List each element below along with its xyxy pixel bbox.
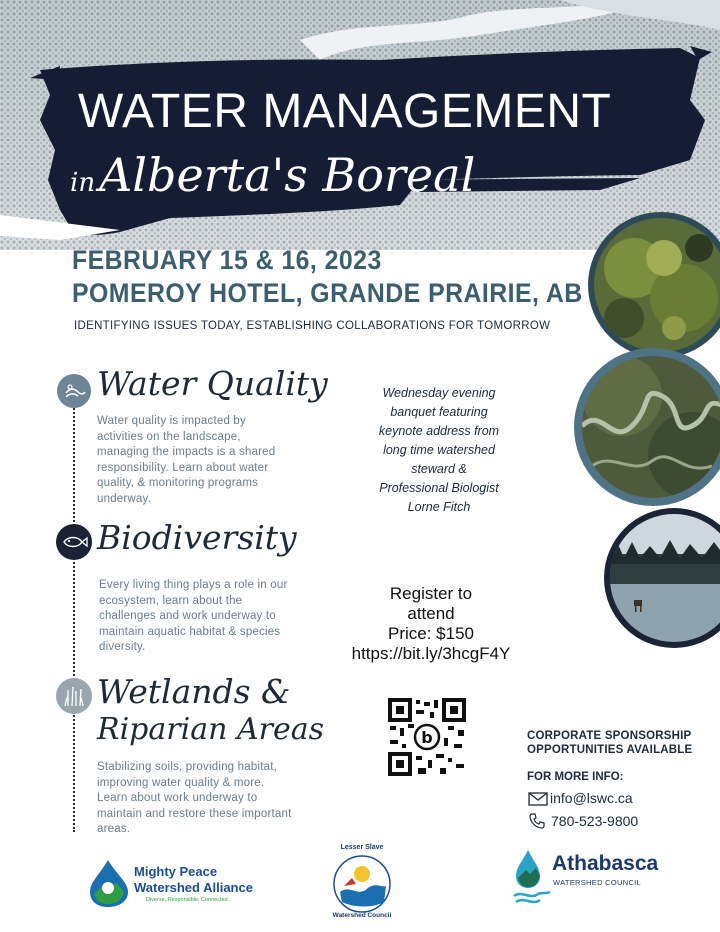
lesser-slave-top-text: Lesser Slave: [340, 844, 384, 851]
subtitle-alberta-boreal: Alberta's Boreal: [99, 148, 476, 202]
section-title-water-quality: Water Quality: [97, 364, 328, 403]
event-venue: POMEROY HOTEL, GRANDE PRAIRIE, AB: [72, 278, 583, 308]
sponsorship-note: [527, 729, 692, 757]
section-title-wetlands: Wetlands &: [97, 672, 291, 711]
timeline-divider: [73, 558, 75, 676]
svg-text:b: b: [421, 728, 433, 747]
event-date: FEBRUARY 15 & 16, 2023: [72, 245, 382, 275]
sponsorship-line2: OPPORTUNITIES AVAILABLE: [527, 744, 693, 756]
email-contact[interactable]: [528, 790, 633, 806]
register-line2: attend: [407, 604, 455, 623]
subtitle-in: in: [70, 168, 96, 198]
mighty-peace-name-line1: Mighty Peace: [134, 864, 218, 879]
timeline-divider: [73, 404, 75, 522]
phone-number[interactable]: 780-523-9800: [551, 813, 639, 829]
athabasca-drop-icon: [512, 848, 552, 906]
section-title-riparian: Riparian Areas: [97, 712, 324, 747]
water-drop-icon: [57, 374, 91, 408]
lesser-slave-logo: [330, 842, 394, 922]
envelope-icon: [528, 792, 548, 806]
lesser-slave-emblem: [330, 842, 394, 922]
section-title-biodiversity: Biodiversity: [97, 518, 297, 557]
sponsorship-line1: CORPORATE SPONSORSHIP: [527, 730, 692, 742]
river-aerial-photo: [582, 356, 720, 498]
timeline-divider: [73, 712, 75, 832]
phone-icon: [528, 812, 546, 830]
mighty-peace-name-line2: Watershed Alliance: [134, 880, 253, 895]
event-subtitle: [70, 148, 475, 202]
fish-icon: [56, 524, 92, 560]
athabasca-subtitle: WATERSHED COUNCIL: [553, 878, 642, 887]
banquet-description: Wednesday evening banquet featuring keynote address from long time watershed steward & Professional Biologist Lorne Fitch: [378, 386, 500, 514]
event-title: WATER MANAGEMENT: [78, 85, 612, 138]
forest-aerial-photo: [594, 218, 720, 352]
section-body-biodiversity: Every living thing plays a role in our ecosystem, learn about the challenges and work underway to maintain aquatic habitat & species diversity.: [99, 579, 288, 653]
more-info-label: FOR MORE INFO:: [527, 771, 624, 783]
mighty-peace-tagline: Diverse, Responsible, Connected: [146, 897, 228, 903]
register-block: [326, 584, 536, 664]
register-url[interactable]: https://bit.ly/3hcgF4Y: [351, 644, 511, 663]
register-line1: Register to: [389, 584, 473, 603]
phone-contact[interactable]: [528, 812, 638, 830]
qr-code[interactable]: [388, 698, 466, 776]
reeds-icon: [56, 678, 92, 714]
register-price: Price: $150: [388, 624, 474, 643]
athabasca-name: Athabasca: [552, 852, 659, 875]
mighty-peace-logo: [86, 858, 256, 910]
email-address[interactable]: info@lswc.ca: [550, 790, 633, 806]
section-body-wetlands: Stabilizing soils, providing habitat, improving water quality & more. Learn about work underway to maintain and restore these important areas.: [97, 761, 292, 835]
athabasca-logo: [512, 848, 659, 908]
section-body-water-quality: Water quality is impacted by activities on the landscape, managing the impacts is a shared responsibility. Learn about water quality, & monitoring programs underway.: [97, 415, 276, 505]
event-tagline: IDENTIFYING ISSUES TODAY, ESTABLISHING COLLABORATIONS FOR TOMORROW: [74, 320, 551, 332]
mighty-peace-drop-icon: [86, 858, 132, 908]
lesser-slave-bottom-text: Watershed Council: [332, 912, 392, 919]
